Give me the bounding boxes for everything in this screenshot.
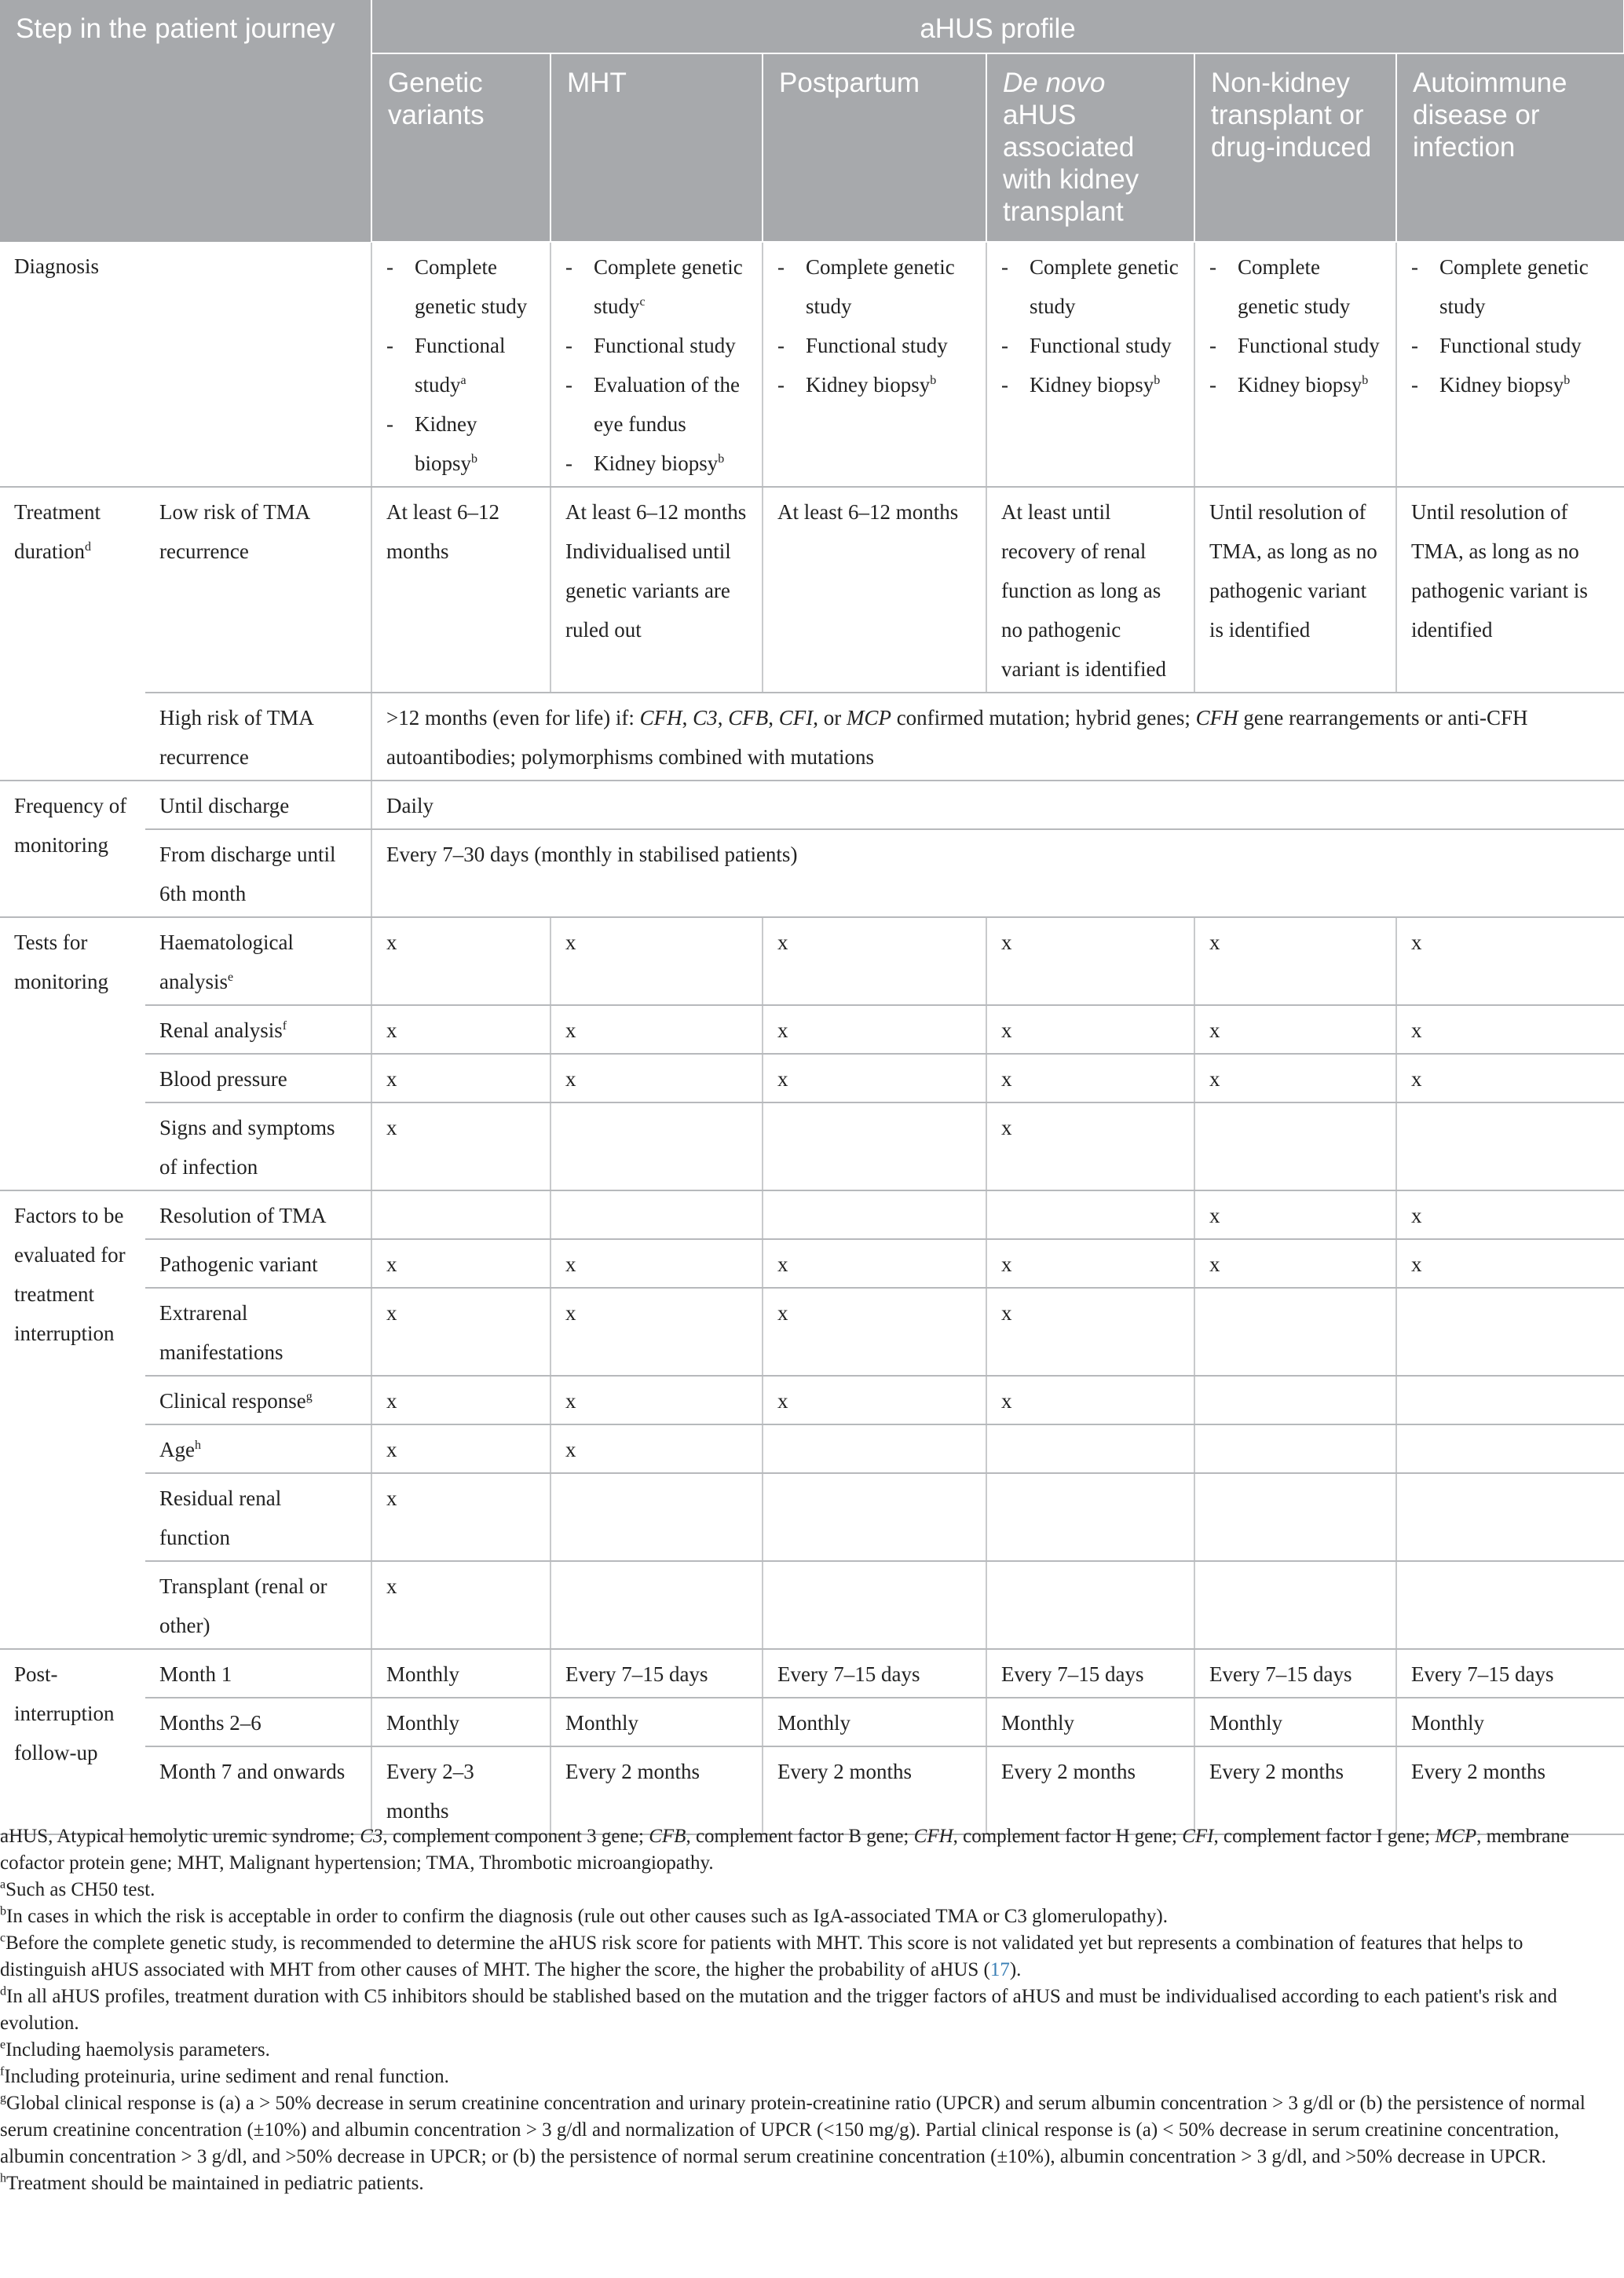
factor-label: Age$^h$ (145, 1424, 371, 1473)
diagnosis-label: Diagnosis (0, 242, 371, 487)
tests-label: Tests for monitoring (0, 917, 145, 1190)
table-cell: x (550, 1288, 763, 1376)
table-cell: Every 7–15 days (763, 1649, 986, 1698)
table-cell: Every 2 months (986, 1746, 1194, 1834)
followup-period-label: Months 2–6 (145, 1698, 371, 1746)
table-cell (1194, 1376, 1396, 1424)
tests-row (0, 1054, 1624, 1102)
col-header-autoimmune: Autoimmune disease or infection (1396, 53, 1624, 242)
table-cell: x (371, 1054, 550, 1102)
table-cell: x (1194, 1005, 1396, 1054)
table-cell (986, 1424, 1194, 1473)
test-label: Blood pressure (145, 1054, 371, 1102)
factors-row (0, 1288, 1624, 1376)
followup-row (0, 1698, 1624, 1746)
table-cell: Monthly (371, 1698, 550, 1746)
table-cell: Every 7–15 days (550, 1649, 763, 1698)
table-cell: At least 6–12 months (371, 487, 550, 693)
factor-label: Pathogenic variant (145, 1239, 371, 1288)
table-cell: x (550, 1376, 763, 1424)
factors-row (0, 1239, 1624, 1288)
factor-label: Clinical response$^g$ (145, 1376, 371, 1424)
table-cell (1396, 1376, 1624, 1424)
diagnosis-cell: - Complete genetic study - Functional study - Kidney biopsy$^b$ (986, 242, 1194, 487)
table-cell: x (986, 1102, 1194, 1190)
footnote-h: $^h$Treatment should be maintained in pediatric patients. (0, 2171, 424, 2194)
frequency-row-1 (0, 781, 1624, 829)
table-cell: x (763, 917, 986, 1005)
table-cell: x (550, 1054, 763, 1102)
diagnosis-cell: - Complete genetic study - Functional study - Kidney biopsy$^b$ (763, 242, 986, 487)
table-cell: x (371, 1424, 550, 1473)
table-cell: Every 2 months (1396, 1746, 1624, 1834)
table-footnotes (0, 1823, 1610, 2197)
table-cell: Monthly (1194, 1698, 1396, 1746)
table-cell: x (550, 1239, 763, 1288)
col-header-genetic: Genetic variants (371, 53, 550, 242)
table-cell: x (763, 1054, 986, 1102)
table-cell: x (550, 917, 763, 1005)
table-cell (550, 1561, 763, 1649)
table-cell: x (1396, 1054, 1624, 1102)
table-cell: Every 7–15 days (986, 1649, 1194, 1698)
factors-row (0, 1376, 1624, 1424)
table-cell: x (763, 1239, 986, 1288)
frequency-row-2 (0, 829, 1624, 917)
table-cell: x (986, 917, 1194, 1005)
tests-row (0, 1005, 1624, 1054)
frequency-r2-value: Every 7–30 days (monthly in stabilised patients) (371, 829, 1624, 917)
table-cell: At least until recovery of renal function as long as no pathogenic variant is identified (986, 487, 1194, 693)
table-cell (550, 1473, 763, 1561)
frequency-r1-label: Until discharge (145, 781, 371, 829)
table-cell (1396, 1561, 1624, 1649)
table-cell (371, 1190, 550, 1239)
footnote-a: $^a$Such as CH50 test. (0, 1878, 155, 1900)
table-cell: Monthly (550, 1698, 763, 1746)
col-header-non-kidney: Non-kidney transplant or drug-induced (1194, 53, 1396, 242)
table-cell: x (371, 1561, 550, 1649)
tests-row (0, 917, 1624, 1005)
table-cell: x (371, 1376, 550, 1424)
followup-row (0, 1649, 1624, 1698)
diagnosis-cell: - Complete genetic study - Functional study$^a$ - Kidney biopsy$^b$ (371, 242, 550, 487)
table-cell: x (763, 1288, 986, 1376)
factor-label: Resolution of TMA (145, 1190, 371, 1239)
table-cell: Until resolution of TMA, as long as no pathogenic variant is identified (1396, 487, 1624, 693)
factors-row (0, 1424, 1624, 1473)
frequency-r2-label: From discharge until 6th month (145, 829, 371, 917)
table-cell (763, 1473, 986, 1561)
table-cell: Monthly (986, 1698, 1194, 1746)
step-header: Step in the patient journey (0, 0, 371, 242)
table-cell: x (986, 1239, 1194, 1288)
table-cell: At least 6–12 months (763, 487, 986, 693)
duration-high-label: High risk of TMA recurrence (145, 693, 371, 781)
table-cell (550, 1102, 763, 1190)
factors-row (0, 1190, 1624, 1239)
footnote-f: $^f$Including proteinuria, urine sediment and renal function. (0, 2064, 449, 2087)
test-label: Haematological analysis$^e$ (145, 917, 371, 1005)
table-cell: Monthly (371, 1649, 550, 1698)
duration-high-value: >12 months (even for life) if: CFH, C3, CFB, CFI, or MCP confirmed mutation; hybrid genes; CFH gene rearrangements or anti-CFH autoantibodies; polymorphisms combined with mutations (371, 693, 1624, 781)
profile-header: aHUS profile (371, 0, 1624, 53)
table-cell: Every 2–3 months (371, 1746, 550, 1834)
col-header-postpartum: Postpartum (763, 53, 986, 242)
table-cell: x (550, 1424, 763, 1473)
table-cell: Monthly (1396, 1698, 1624, 1746)
table-cell: x (1396, 1005, 1624, 1054)
table-cell: x (986, 1005, 1194, 1054)
followup-row (0, 1746, 1624, 1834)
frequency-r1-value: Daily (371, 781, 1624, 829)
table-cell: x (986, 1376, 1194, 1424)
table-cell: x (1194, 1190, 1396, 1239)
footnote-g: $^g$Global clinical response is (a) a > 50% decrease in serum creatinine concentration and urinary protein-creatinine ratio (UPCR) and serum albumin concentration > 3 g/dl or (b) the persistence of normal serum creatinine concentration (±10%) and albumin concentration > 3 g/dl and normalization of UPCR (<150 mg/g). Partial clinical response is (a) < 50% decrease in serum creatinine concentration, albumin concentration > 3 g/dl, and >50% decrease in UPCR; or (b) the persistence of normal serum creatinine concentration (±10%), albumin concentration > 3 g/dl, and >50% decrease in UPCR. (0, 2091, 1586, 2167)
footnote-e: $^e$Including haemolysis parameters. (0, 2038, 270, 2060)
table-cell: Every 2 months (550, 1746, 763, 1834)
table-cell (986, 1561, 1194, 1649)
table-cell (986, 1190, 1194, 1239)
table-cell (763, 1424, 986, 1473)
table-cell (763, 1561, 986, 1649)
table-cell (1396, 1424, 1624, 1473)
table-cell (1194, 1424, 1396, 1473)
table-cell (763, 1102, 986, 1190)
table-cell: x (371, 1102, 550, 1190)
table-cell (1194, 1102, 1396, 1190)
factors-row (0, 1561, 1624, 1649)
table-cell: x (1396, 1190, 1624, 1239)
table-cell (1396, 1473, 1624, 1561)
table-cell (763, 1190, 986, 1239)
table-cell: x (371, 1473, 550, 1561)
footnote-d: $^d$In all aHUS profiles, treatment duration with C5 inhibitors should be stablished based on the mutation and the trigger factors of aHUS and must be individualised according to each patient's risk and evolution. (0, 1984, 1557, 2034)
factor-label: Residual renal function (145, 1473, 371, 1561)
table-cell: Every 2 months (763, 1746, 986, 1834)
table-cell: x (371, 1288, 550, 1376)
diagnosis-cell: - Complete genetic study - Functional study - Kidney biopsy$^b$ (1396, 242, 1624, 487)
duration-low-row (0, 487, 1624, 693)
followup-label: Post-interruption follow-up (0, 1649, 145, 1834)
abbreviations-note: aHUS, Atypical hemolytic uremic syndrome; C3, complement component 3 gene; CFB, complement factor B gene; CFH, complement factor H gene; CFI, complement factor I gene; MCP, membrane cofactor protein gene; MHT, Malignant hypertension; TMA, Thrombotic microangiopathy. (0, 1826, 1570, 1874)
test-label: Renal analysis$^f$ (145, 1005, 371, 1054)
table-cell: Every 7–15 days (1194, 1649, 1396, 1698)
table-cell (1396, 1102, 1624, 1190)
factor-label: Extrarenal manifestations (145, 1288, 371, 1376)
duration-high-row (0, 693, 1624, 781)
factors-label: Factors to be evaluated for treatment interruption (0, 1190, 145, 1649)
table-cell: x (986, 1054, 1194, 1102)
col-header-kidney-transplant: De novo aHUS associated with kidney transplant (986, 53, 1194, 242)
table-cell: x (1194, 1239, 1396, 1288)
factors-row (0, 1473, 1624, 1561)
table-cell: x (1194, 1054, 1396, 1102)
table-cell (550, 1190, 763, 1239)
table-cell (986, 1473, 1194, 1561)
table-cell (1194, 1288, 1396, 1376)
col-header-mht: MHT (550, 53, 763, 242)
table-cell: x (371, 917, 550, 1005)
diagnosis-row (0, 242, 1624, 487)
table-cell: x (1194, 917, 1396, 1005)
table-cell: x (986, 1288, 1194, 1376)
diagnosis-cell: - Complete genetic study - Functional study - Kidney biopsy$^b$ (1194, 242, 1396, 487)
table-cell: x (763, 1005, 986, 1054)
reference-link[interactable]: 17 (989, 1959, 1010, 1980)
followup-period-label: Month 7 and onwards (145, 1746, 371, 1834)
factor-label: Transplant (renal or other) (145, 1561, 371, 1649)
table-cell (1194, 1561, 1396, 1649)
diagnosis-cell: - Complete genetic study$^c$ - Functional study - Evaluation of the eye fundus - Kidney biopsy$^b$ (550, 242, 763, 487)
duration-low-label: Low risk of TMA recurrence (145, 487, 371, 693)
table-cell (1396, 1288, 1624, 1376)
table-cell: Until resolution of TMA, as long as no pathogenic variant is identified (1194, 487, 1396, 693)
duration-label: Treatment duration$^d$ (0, 487, 145, 781)
table-cell: x (763, 1376, 986, 1424)
table-cell: x (371, 1239, 550, 1288)
test-label: Signs and symptoms of infection (145, 1102, 371, 1190)
footnote-b: $^b$In cases in which the risk is acceptable in order to confirm the diagnosis (rule out other causes such as IgA-associated TMA or C3 glomerulopathy). (0, 1904, 1169, 1927)
table-cell (1194, 1473, 1396, 1561)
table-cell: x (1396, 917, 1624, 1005)
footnote-c: $^c$Before the complete genetic study, is recommended to determine the aHUS risk score for patients with MHT. This score is not validated yet but represents a combination of features that helps to distinguish aHUS associated with MHT from other causes of MHT. The higher the score, the higher the probability of aHUS (17). (0, 1931, 1523, 1980)
frequency-label: Frequency of monitoring (0, 781, 145, 917)
table-cell: x (371, 1005, 550, 1054)
table-cell: Monthly (763, 1698, 986, 1746)
followup-period-label: Month 1 (145, 1649, 371, 1698)
table-cell: At least 6–12 months Individualised until genetic variants are ruled out (550, 487, 763, 693)
tests-row (0, 1102, 1624, 1190)
table-cell: x (550, 1005, 763, 1054)
table-cell: Every 7–15 days (1396, 1649, 1624, 1698)
table-cell: x (1396, 1239, 1624, 1288)
table-cell: Every 2 months (1194, 1746, 1396, 1834)
